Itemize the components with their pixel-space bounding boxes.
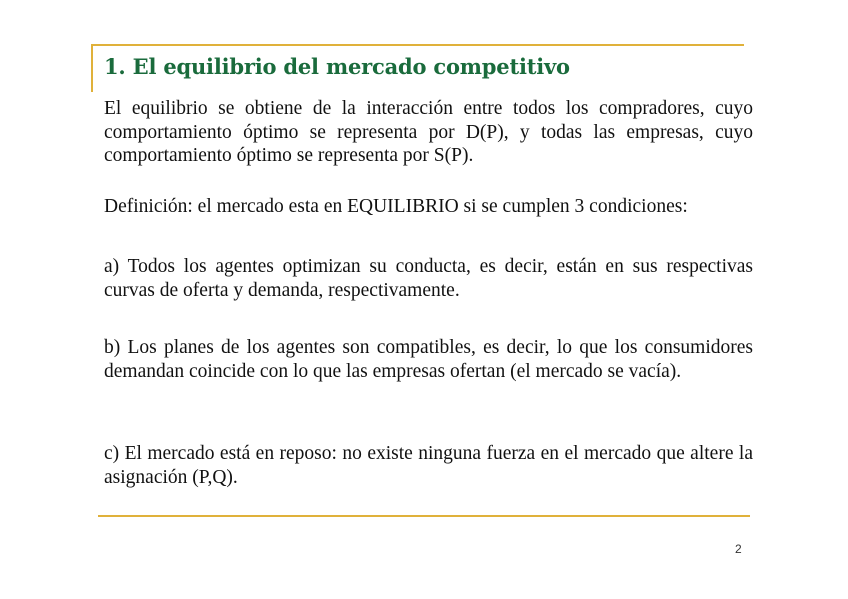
bottom-rule: [98, 515, 750, 517]
condition-c: c) El mercado está en reposo: no existe ninguna fuerza en el mercado que altere la asignación (P,Q).: [104, 443, 753, 488]
title-left-rule: [91, 44, 93, 92]
paragraph-intro: El equilibrio se obtiene de la interacción entre todos los compradores, cuyo comportamiento óptimo se representa por D(P), y todas las empresas, cuyo comportamiento óptimo se representa por S(P).: [104, 98, 753, 166]
page-number: 2: [735, 542, 742, 556]
slide-title: 1. El equilibrio del mercado competitivo: [104, 54, 570, 79]
title-top-rule: [91, 44, 744, 46]
condition-b: b) Los planes de los agentes son compatibles, es decir, lo que los consumidores demandan coincide con lo que las empresas ofertan (el mercado se vacía).: [104, 337, 753, 382]
condition-a: a) Todos los agentes optimizan su conducta, es decir, están en sus respectivas curvas de oferta y demanda, respectivamente.: [104, 256, 753, 301]
paragraph-definition: Definición: el mercado esta en EQUILIBRIO si se cumplen 3 condiciones:: [104, 196, 688, 217]
